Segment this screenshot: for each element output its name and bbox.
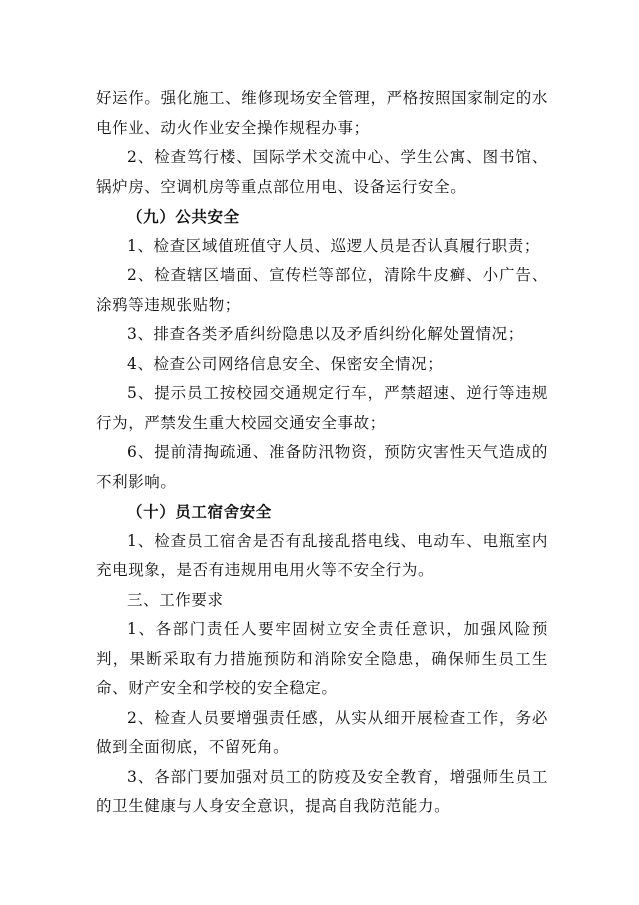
document-body xyxy=(96,84,548,822)
paragraph-continuation: 好运作。强化施工、维修现场安全管理，严格按照国家制定的水电作业、动火作业安全操作规程办事； xyxy=(96,89,548,137)
paragraph-public-2: 2、检查辖区墙面、宣传栏等部位，清除牛皮癣、小广告、涂鸦等违规张贴物； xyxy=(96,266,548,314)
paragraph-public-5: 5、提示员工按校园交通规定行车，严禁超速、逆行等违规行为，严禁发生重大校园交通安全事故； xyxy=(96,384,548,432)
section-heading-public-safety: （九）公共安全 xyxy=(127,207,240,226)
paragraph-public-4: 4、检查公司网络信息安全、保密安全情况； xyxy=(127,354,444,373)
paragraph-requirement-3: 3、各部门要加强对员工的防疫及安全教育，增强师生员工的卫生健康与人身安全意识，提高自我防范能力。 xyxy=(96,767,548,815)
section-heading-work-requirements: 三、工作要求 xyxy=(127,590,224,609)
paragraph-2-inspect-buildings: 2、检查笃行楼、国际学术交流中心、学生公寓、图书馆、锅炉房、空调机房等重点部位用电、设备运行安全。 xyxy=(96,148,548,196)
paragraph-requirement-1: 1、各部门责任人要牢固树立安全责任意识，加强风险预判，果断采取有力措施预防和消除安全隐患，确保师生员工生命、财产安全和学校的安全稳定。 xyxy=(96,620,548,697)
paragraph-requirement-2: 2、检查人员要增强责任感，从实从细开展检查工作，务必做到全面彻底，不留死角。 xyxy=(96,708,548,756)
paragraph-public-1: 1、检查区域值班值守人员、巡逻人员是否认真履行职责； xyxy=(127,236,540,255)
paragraph-public-3: 3、排查各类矛盾纠纷隐患以及矛盾纠纷化解处置情况； xyxy=(127,325,524,343)
section-heading-dorm-safety: （十）员工宿舍安全 xyxy=(127,502,272,521)
paragraph-public-6: 6、提前清掏疏通、准备防汛物资，预防灾害性天气造成的不利影响。 xyxy=(96,443,548,491)
paragraph-dorm-1: 1、检查员工宿舍是否有乱接乱搭电线、电动车、电瓶室内充电现象，是否有违规用电用火等不安全行为。 xyxy=(96,531,548,579)
